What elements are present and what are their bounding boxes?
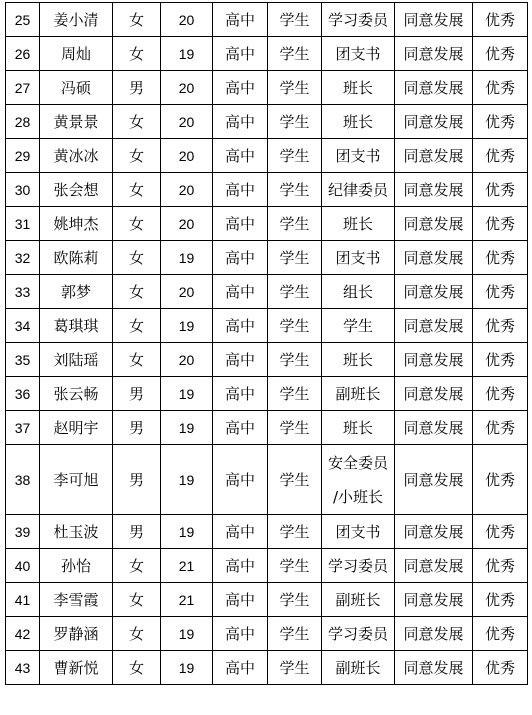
cell-number: 38 [6,445,40,515]
cell-role-line: 副班长 [335,658,381,677]
cell-age: 20 [161,71,213,105]
cell-role [322,3,395,37]
document-page [5,2,527,712]
cell-number: 34 [6,309,40,343]
cell-age: 20 [161,105,213,139]
cell-identity: 学生 [268,583,322,617]
table-row [6,105,528,139]
table-row [6,515,528,549]
cell-education: 高中 [213,515,268,549]
cell-rating: 优秀 [473,445,528,515]
cell-opinion: 同意发展 [395,71,473,105]
cell-opinion: 同意发展 [395,3,473,37]
cell-identity: 学生 [268,343,322,377]
cell-rating: 优秀 [473,71,528,105]
cell-identity: 学生 [268,617,322,651]
table-row [6,139,528,173]
cell-role-line: 学习委员 [327,624,388,643]
cell-identity: 学生 [268,515,322,549]
cell-opinion: 同意发展 [395,445,473,515]
cell-role-line: 班长 [342,112,373,131]
cell-age: 20 [161,343,213,377]
cell-role-line: 团支书 [335,44,381,63]
cell-name: 杜玉波 [40,515,113,549]
cell-identity: 学生 [268,173,322,207]
cell-name: 罗静涵 [40,617,113,651]
cell-identity: 学生 [268,105,322,139]
cell-number: 27 [6,71,40,105]
cell-opinion: 同意发展 [395,139,473,173]
cell-opinion: 同意发展 [395,37,473,71]
cell-gender: 女 [113,37,161,71]
cell-opinion: 同意发展 [395,343,473,377]
table-row [6,617,528,651]
cell-number: 29 [6,139,40,173]
cell-role-line: 团支书 [335,522,381,541]
cell-rating: 优秀 [473,343,528,377]
cell-education: 高中 [213,275,268,309]
cell-rating: 优秀 [473,411,528,445]
cell-opinion: 同意发展 [395,173,473,207]
cell-gender: 男 [113,411,161,445]
cell-identity: 学生 [268,139,322,173]
cell-role-line: /小班长 [332,487,384,506]
cell-rating: 优秀 [473,275,528,309]
cell-gender: 女 [113,309,161,343]
cell-gender: 女 [113,207,161,241]
cell-role [322,651,395,685]
cell-rating: 优秀 [473,173,528,207]
cell-age: 19 [161,309,213,343]
cell-age: 19 [161,377,213,411]
table-row [6,583,528,617]
cell-name: 张云畅 [40,377,113,411]
cell-opinion: 同意发展 [395,617,473,651]
cell-gender: 男 [113,71,161,105]
cell-age: 19 [161,617,213,651]
cell-name: 赵明宇 [40,411,113,445]
cell-age: 19 [161,241,213,275]
cell-age: 19 [161,651,213,685]
cell-role [322,343,395,377]
cell-education: 高中 [213,71,268,105]
cell-education: 高中 [213,3,268,37]
cell-role [322,411,395,445]
roster-table [5,2,528,685]
cell-number: 36 [6,377,40,411]
cell-gender: 男 [113,445,161,515]
cell-gender: 男 [113,377,161,411]
cell-name: 李雪霞 [40,583,113,617]
cell-opinion: 同意发展 [395,377,473,411]
cell-rating: 优秀 [473,583,528,617]
cell-rating: 优秀 [473,207,528,241]
cell-number: 35 [6,343,40,377]
cell-education: 高中 [213,651,268,685]
cell-name: 李可旭 [40,445,113,515]
cell-name: 刘陆瑶 [40,343,113,377]
cell-gender: 女 [113,343,161,377]
cell-identity: 学生 [268,651,322,685]
cell-identity: 学生 [268,377,322,411]
cell-role [322,139,395,173]
cell-number: 41 [6,583,40,617]
cell-identity: 学生 [268,207,322,241]
cell-rating: 优秀 [473,105,528,139]
cell-gender: 女 [113,241,161,275]
cell-number: 43 [6,651,40,685]
cell-age: 20 [161,139,213,173]
cell-gender: 女 [113,549,161,583]
cell-role [322,617,395,651]
cell-role-line: 组长 [342,282,373,301]
cell-gender: 女 [113,275,161,309]
cell-rating: 优秀 [473,515,528,549]
cell-role-line: 纪律委员 [327,180,388,199]
cell-gender: 女 [113,3,161,37]
cell-opinion: 同意发展 [395,411,473,445]
cell-education: 高中 [213,583,268,617]
cell-role-line: 学生 [342,316,373,335]
cell-age: 19 [161,515,213,549]
cell-gender: 女 [113,617,161,651]
cell-name: 郭梦 [40,275,113,309]
cell-role-line: 班长 [342,418,373,437]
cell-role [322,377,395,411]
cell-age: 19 [161,445,213,515]
table-row [6,241,528,275]
cell-identity: 学生 [268,445,322,515]
cell-education: 高中 [213,139,268,173]
cell-name: 张会想 [40,173,113,207]
cell-opinion: 同意发展 [395,549,473,583]
cell-age: 19 [161,37,213,71]
cell-role [322,445,395,515]
table-row [6,445,528,515]
table-row [6,651,528,685]
cell-age: 20 [161,275,213,309]
cell-rating: 优秀 [473,241,528,275]
cell-rating: 优秀 [473,549,528,583]
cell-education: 高中 [213,377,268,411]
cell-identity: 学生 [268,3,322,37]
cell-identity: 学生 [268,275,322,309]
cell-name: 曹新悦 [40,651,113,685]
cell-name: 黄景景 [40,105,113,139]
table-row [6,275,528,309]
cell-identity: 学生 [268,71,322,105]
cell-role [322,241,395,275]
cell-gender: 男 [113,515,161,549]
cell-number: 31 [6,207,40,241]
cell-age: 21 [161,583,213,617]
cell-opinion: 同意发展 [395,241,473,275]
cell-role [322,309,395,343]
cell-number: 26 [6,37,40,71]
cell-education: 高中 [213,173,268,207]
cell-education: 高中 [213,549,268,583]
cell-name: 欧陈莉 [40,241,113,275]
cell-gender: 女 [113,173,161,207]
cell-number: 30 [6,173,40,207]
cell-education: 高中 [213,617,268,651]
table-row [6,3,528,37]
cell-education: 高中 [213,241,268,275]
table-row [6,173,528,207]
table-row [6,309,528,343]
cell-age: 21 [161,549,213,583]
cell-name: 孙怡 [40,549,113,583]
cell-name: 姚坤杰 [40,207,113,241]
cell-role-line: 班长 [342,78,373,97]
cell-name: 葛琪琪 [40,309,113,343]
cell-role-line: 安全委员 [327,453,388,472]
cell-role-line: 班长 [342,214,373,233]
cell-number: 39 [6,515,40,549]
cell-gender: 女 [113,105,161,139]
cell-name: 冯硕 [40,71,113,105]
table-row [6,377,528,411]
cell-opinion: 同意发展 [395,207,473,241]
cell-education: 高中 [213,207,268,241]
cell-name: 黄冰冰 [40,139,113,173]
cell-role-line: 副班长 [335,384,381,403]
cell-education: 高中 [213,105,268,139]
cell-identity: 学生 [268,37,322,71]
cell-education: 高中 [213,445,268,515]
cell-role [322,515,395,549]
roster-body [6,3,528,685]
cell-number: 25 [6,3,40,37]
table-row [6,411,528,445]
cell-role-line: 学习委员 [327,556,388,575]
cell-opinion: 同意发展 [395,309,473,343]
cell-number: 40 [6,549,40,583]
cell-role-line: 班长 [342,350,373,369]
cell-gender: 女 [113,139,161,173]
cell-identity: 学生 [268,309,322,343]
cell-age: 20 [161,173,213,207]
cell-identity: 学生 [268,411,322,445]
cell-rating: 优秀 [473,37,528,71]
cell-role [322,207,395,241]
cell-name: 周灿 [40,37,113,71]
cell-role-line: 学习委员 [327,10,388,29]
cell-opinion: 同意发展 [395,275,473,309]
table-row [6,37,528,71]
cell-rating: 优秀 [473,377,528,411]
cell-number: 33 [6,275,40,309]
cell-role [322,173,395,207]
cell-identity: 学生 [268,241,322,275]
cell-opinion: 同意发展 [395,583,473,617]
cell-role [322,549,395,583]
cell-age: 20 [161,207,213,241]
table-row [6,71,528,105]
cell-opinion: 同意发展 [395,651,473,685]
cell-opinion: 同意发展 [395,105,473,139]
cell-education: 高中 [213,411,268,445]
cell-rating: 优秀 [473,3,528,37]
cell-number: 28 [6,105,40,139]
cell-name: 姜小清 [40,3,113,37]
cell-role [322,275,395,309]
cell-education: 高中 [213,343,268,377]
cell-gender: 女 [113,583,161,617]
cell-age: 20 [161,3,213,37]
cell-role [322,583,395,617]
cell-role-line: 团支书 [335,248,381,267]
cell-identity: 学生 [268,549,322,583]
cell-opinion: 同意发展 [395,515,473,549]
cell-role [322,37,395,71]
cell-gender: 女 [113,651,161,685]
cell-number: 37 [6,411,40,445]
cell-education: 高中 [213,309,268,343]
cell-role-line: 团支书 [335,146,381,165]
cell-rating: 优秀 [473,617,528,651]
cell-rating: 优秀 [473,651,528,685]
cell-number: 32 [6,241,40,275]
cell-role-line: 副班长 [335,590,381,609]
table-row [6,207,528,241]
cell-role [322,105,395,139]
cell-education: 高中 [213,37,268,71]
cell-number: 42 [6,617,40,651]
table-row [6,343,528,377]
cell-age: 19 [161,411,213,445]
cell-role [322,71,395,105]
table-row [6,549,528,583]
cell-rating: 优秀 [473,139,528,173]
cell-rating: 优秀 [473,309,528,343]
